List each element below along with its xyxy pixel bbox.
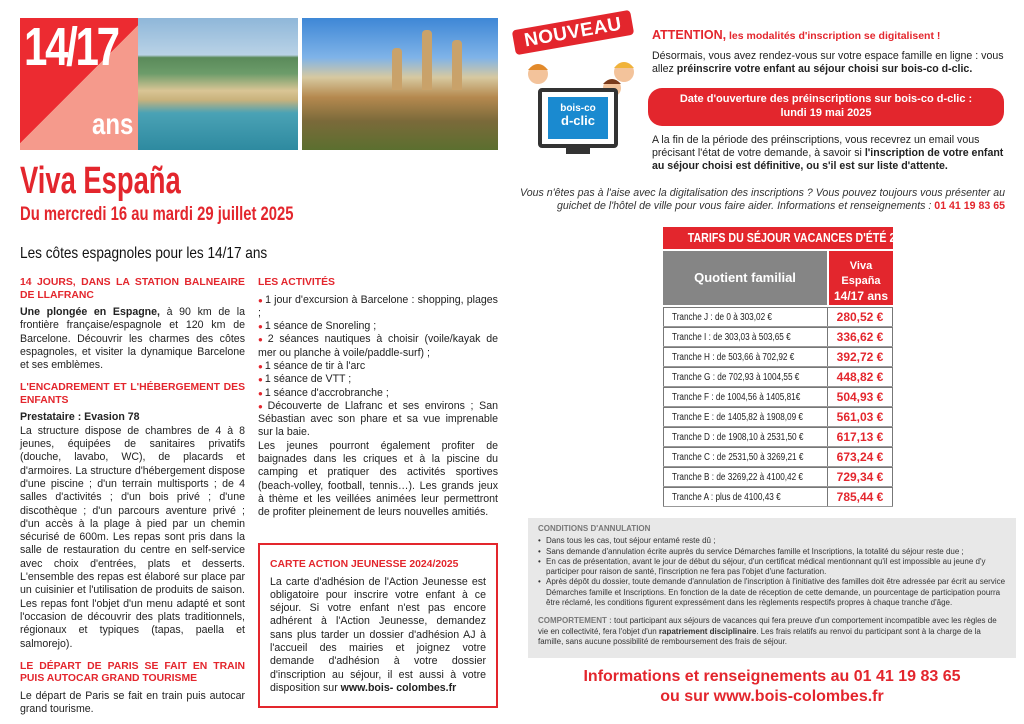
condition-item: • Sans demande d'annulation écrite auprès du service Démarches famille et Inscriptions, la totalité du séjour reste due ; xyxy=(538,547,1006,557)
age-badge xyxy=(20,18,138,150)
middle-column xyxy=(258,277,498,520)
footer-info-phone: Informations et renseignements au 01 41 19 83 65 xyxy=(583,668,961,685)
activity-item: ● 1 séance d'accrobranche ; xyxy=(258,387,498,400)
section-text-depart: Le départ de Paris se fait en train puis autocar grand tourisme. xyxy=(20,689,245,716)
left-column xyxy=(20,277,245,716)
tarifs-heading: TARIFS DU SÉJOUR VACANCES D'ÉTÉ 2025 xyxy=(663,227,893,249)
carte-link[interactable]: www.bois- colombes.fr xyxy=(340,681,457,694)
page-title: Viva España xyxy=(20,160,181,202)
monitor-icon xyxy=(538,88,618,148)
condition-item: • Dans tous les cas, tout séjour entamé reste dû ; xyxy=(538,536,1006,546)
attention-text-1: Désormais, vous avez rendez-vous sur votre espace famille en ligne : vous allez préinscrire votre enfant au séjour choisi sur bois-co d-clic. xyxy=(652,50,1004,75)
comportement-text: COMPORTEMENT : tout participant aux séjours de vacances qui fera preuve d'un comportement incompatible avec les règles de vie en collectivité, fera l'objet d'un rapatriement disciplinaire. Les frais relatifs au renvoi du participant sont à la charge de la famille, sans aucune possibilité de remboursement des frais de séjour. xyxy=(538,616,997,646)
activity-item: ● 1 jour d'excursion à Barcelone : shopping, plages ; xyxy=(258,294,498,321)
activity-item: ● 1 séance de tir à l'arc xyxy=(258,360,498,373)
activity-item: ● 1 séance de VTT ; xyxy=(258,373,498,386)
table-row: Tranche A : plus de 4100,43 € 785,44 € xyxy=(663,487,893,507)
table-row: Tranche G : de 702,93 à 1004,55 € 448,82 € xyxy=(663,367,893,387)
bois-co-d-clic-logo: bois-co d-clic xyxy=(548,97,608,139)
section-heading-encadrement: L'ENCADREMENT ET L'HÉBERGEMENT DES ENFANTS xyxy=(20,382,245,406)
conditions-title: CONDITIONS D'ANNULATION xyxy=(538,524,651,533)
table-row: Tranche J : de 0 à 303,02 € 280,52 € xyxy=(663,307,893,327)
section-text-encadrement: La structure dispose de chambres de 4 à 8 jeunes, équipées de sanitaires privatifs (douche, lavabo, WC), de placards et d'armoires. La structure d'hébergement dispose d'une piscine ; d'un terrain multisports ; de 4 salles d'activités ; d'un bois privé ; d'une discothèque ; d'un parcours aventure privé ; d'un accès à la plage à pied par un chemin sécurisé de 600m. Les repas sont pris dans la salle de restauration du centre en self-service avec choix d'entrées, plats et desserts. L'ensemble des repas est élaboré sur place par un cuisinier et l'utilisation de produits de saison. Les repas font l'objet d'un menu adapté et sont l'occasion de découvrir des plats traditionnels, régionaux et typiques (tapas, paella et salmorejo). xyxy=(20,424,245,650)
beach-photo xyxy=(138,18,298,150)
carte-heading: CARTE ACTION JEUNESSE 2024/2025 xyxy=(270,559,459,570)
conditions-box xyxy=(528,518,1016,658)
carte-text: La carte d'adhésion de l'Action Jeunesse est obligatoire pour inscrire votre enfant à ce séjour. Si votre enfant n'est pas encore adhérent à l'Action Jeunesse, demandez sans plus tarder un dossier d'adhésion AJ à l'accueil des mairies et joignez votre demande d'adhésion à votre dossier d'inscription au séjour, il est aussi à votre disposition sur www.bois- colombes.fr xyxy=(270,575,486,694)
help-text: Vous n'êtes pas à l'aise avec la digitalisation des inscriptions ? Vous pouvez toujours vous présenter au guichet de l'hôtel de ville pour vous faire aider. Informations et renseignements : 01 41 19 83 65 xyxy=(520,187,1005,212)
page-subtitle: Les côtes espagnoles pour les 14/17 ans xyxy=(20,245,268,262)
tarifs-table xyxy=(663,307,893,507)
attention-text-2: A la fin de la période des préinscriptions, vous recevrez un email vous précisant l'état de votre demande, à savoir si l'inscription de votre enfant au séjour choisi est définitive, ou s'il est sur liste d'attente. xyxy=(652,134,1004,172)
section-text-llafranc: Une plongée en Espagne, à 90 km de la frontière française/espagnole et 120 km de Barcelone. Découvrir les charmes des côtes espagnoles, et visiter la dynamique Barcelone et ses emblèmes. xyxy=(20,306,245,372)
section-heading-activites: LES ACTIVITÉS xyxy=(258,277,335,288)
age-unit: ans xyxy=(92,108,134,141)
activity-item: ● 1 séance de Snoreling ; xyxy=(258,320,498,333)
activities-text: Les jeunes pourront également profiter de baignades dans les criques et à la piscine du camping et pratiquer des activités sportives (beach-volley, football, tennis…). Les grands jeux à thème et les veillées animées leur permettront de profiter pleinement de leurs nouvelles amitiés. xyxy=(258,439,498,519)
condition-item: • Après dépôt du dossier, toute demande d'annulation de l'inscription à l'initiative des familles doit être adressée par écrit au service Démarches famille et Inscriptions. En fonction de la date de réception de cette demande, un pourcentage de participation pourra être réclamé, les conditions figurent expressément dans les règlements respectifs propres à chaque tranche d'âge. xyxy=(538,577,1006,608)
condition-item: • En cas de présentation, avant le jour de début du séjour, d'un certificat médical mentionnant qu'il est impossible au jeune d'y participer pour raison de santé, l'inscription ne fera pas l'objet d'une facturation. xyxy=(538,557,1006,578)
section-heading-depart: LE DÉPART DE PARIS SE FAIT EN TRAIN PUIS AUTOCAR GRAND TOURISME xyxy=(20,660,245,685)
stay-dates: Du mercredi 16 au mardi 29 juillet 2025 xyxy=(20,204,294,225)
table-header-quotient: Quotient familial xyxy=(663,251,827,305)
age-range: 14/17 xyxy=(24,17,118,77)
table-row: Tranche I : de 303,03 à 503,65 € 336,62 € xyxy=(663,327,893,347)
provider-name: Prestataire : Evasion 78 xyxy=(20,411,140,424)
table-header-stay: Viva España 14/17 ans xyxy=(829,251,893,305)
table-row: Tranche D : de 1908,10 à 2531,50 € 617,13 € xyxy=(663,427,893,447)
table-row: Tranche H : de 503,66 à 702,92 € 392,72 € xyxy=(663,347,893,367)
carte-action-jeunesse-box xyxy=(258,543,498,708)
attention-title: ATTENTION, les modalités d'inscription se digitalisent ! xyxy=(652,28,941,42)
help-phone[interactable]: 01 41 19 83 65 xyxy=(934,200,1005,212)
table-row: Tranche E : de 1405,82 à 1908,09 € 561,03 € xyxy=(663,407,893,427)
table-row: Tranche C : de 2531,50 à 3269,21 € 673,24 € xyxy=(663,447,893,467)
nouveau-badge: NOUVEAU xyxy=(512,10,635,55)
section-heading-llafranc: 14 JOURS, DANS LA STATION BALNEAIRE DE LLAFRANC xyxy=(20,277,245,301)
park-guell-photo xyxy=(302,18,498,150)
table-row: Tranche B : de 3269,22 à 4100,42 € 729,34 € xyxy=(663,467,893,487)
activity-item: ● 2 séances nautiques à choisir (voile/kayak de mer ou planche à voile/paddle-surf) ; xyxy=(258,333,498,360)
opening-date-banner: Date d'ouverture des préinscriptions sur bois-co d-clic : lundi 19 mai 2025 xyxy=(648,88,1004,126)
footer-info-website[interactable]: ou sur www.bois-colombes.fr xyxy=(660,688,884,705)
monitor-stand xyxy=(566,148,590,154)
activity-item: ● Découverte de Llafranc et ses environs ; San Sébastian avec son phare et sa vue imprenable sur la baie. xyxy=(258,400,498,440)
table-row: Tranche F : de 1004,56 à 1405,81€ 504,93 € xyxy=(663,387,893,407)
